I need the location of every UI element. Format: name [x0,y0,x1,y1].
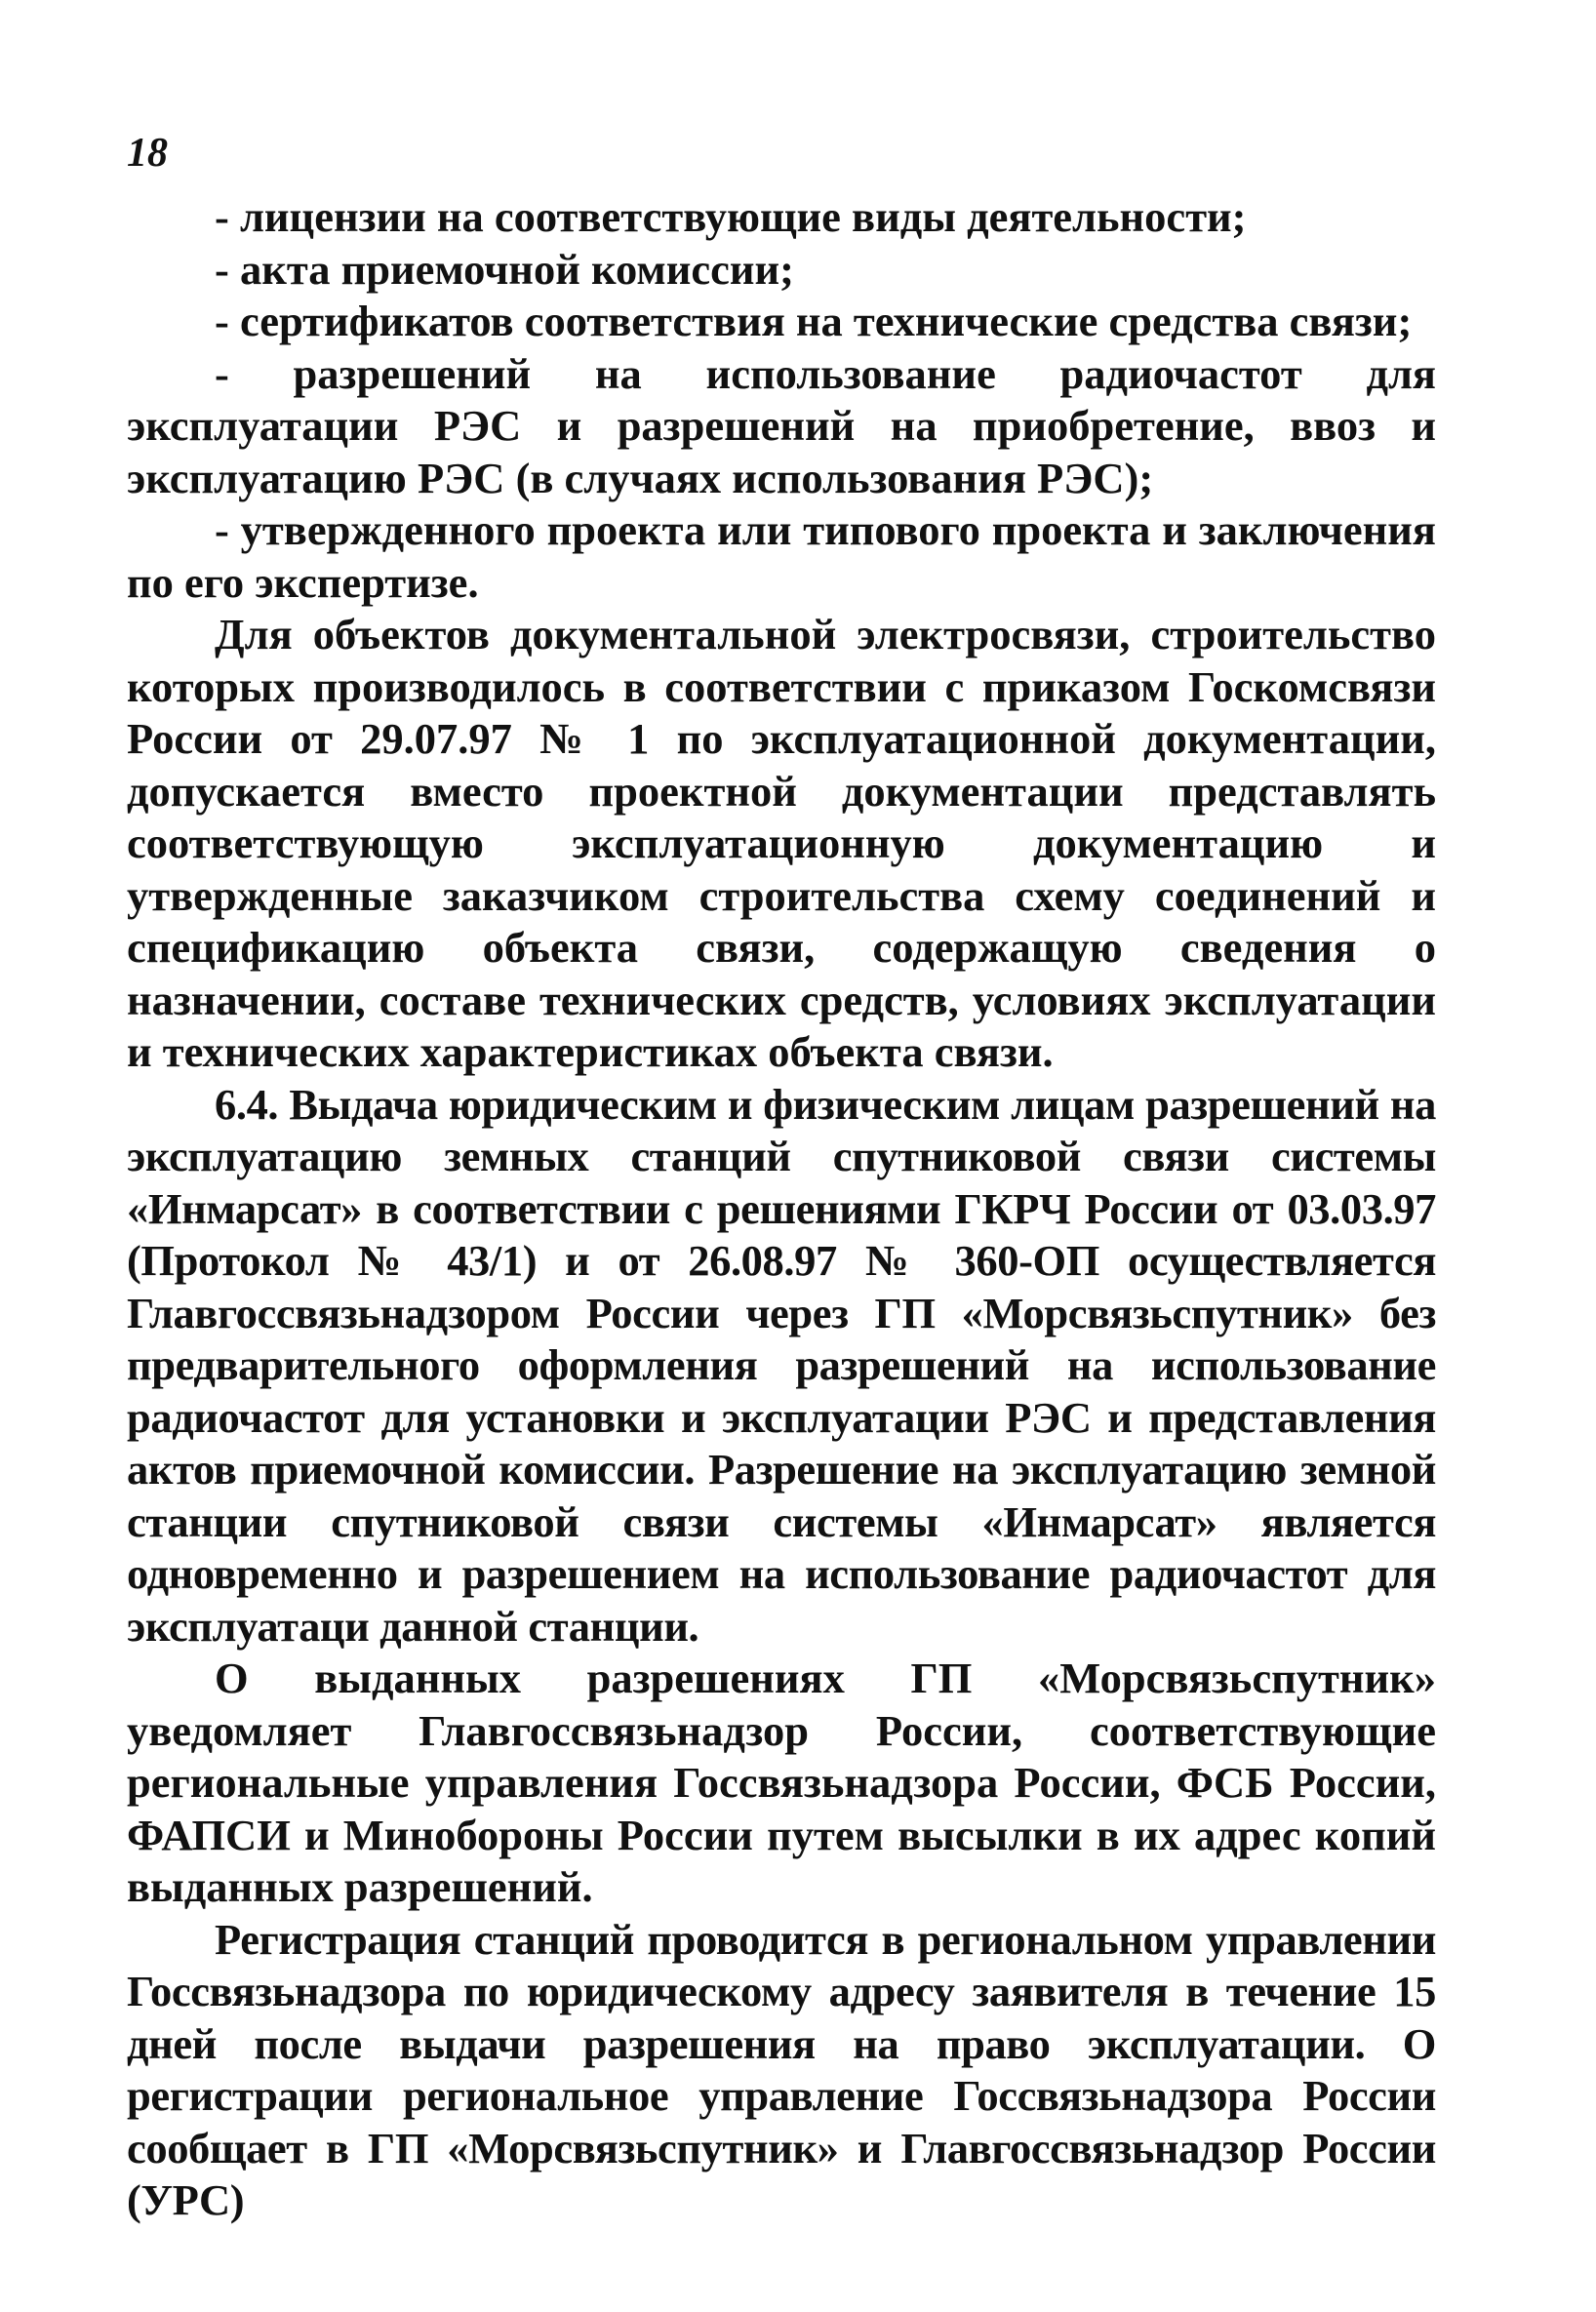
paragraph-issued-permits-notice: О выданных разрешениях ГП «Морсвязьспутник» уведомляет Главгоссвязьнадзор России, соответствующие региональные управления Госсвязьнадзора России, ФСБ России, ФАПСИ и Минобороны России путем высылки в их адрес копий выданных разрешений. [127,1654,1436,1911]
page-number: 18 [127,131,168,176]
list-item-approved-project: - утвержденного проекта или типового проекта и заключения по его экспертизе. [127,505,1436,607]
list-item-certificates: - сертификатов соответствия на технические средства связи; [215,297,1413,345]
paragraph-documentary-telecom: Для объектов документальной электросвязи, строительство которых производилось в соответствии с приказом Госкомсвязи России от 29.07.97 № 1 по эксплуатационной документации, допускается вместо проектной документации представлять соответствующую эксплуатационную документацию и утвержденные заказчиком строительства схему соединений и спецификацию объекта связи, содержащую сведения о назначении, составе технических средств, условиях эксплуатации и технических характеристиках объекта связи. [127,610,1436,1076]
list-item-licenses: - лицензии на соответствующие виды деятельности; [215,192,1247,241]
paragraph-station-registration: Регистрация станций проводится в региональном управлении Госсвязьнадзора по юридическому адресу заявителя в течение 15 дней после выдачи разрешения на право эксплуатации. О регистрации региональное управление Госсвязьнадзора России сообщает в ГП «Морсвязьспутник» и Главгоссвязьнадзор России (УРС) [127,1914,1436,2224]
list-item-acceptance-act: - акта приемочной комиссии; [215,244,794,294]
list-item-radio-permits: - разрешений на использование радиочастот для эксплуатации РЭС и разрешений на приобретение, ввоз и эксплуатацию РЭС (в случаях использования РЭС); [127,348,1436,502]
page-body [127,191,1436,2227]
paragraph-section-6-4: 6.4. Выдача юридическим и физическим лицам разрешений на эксплуатацию земных станций спутниковой связи системы «Инмарсат» в соответствии с решениями ГКРЧ России от 03.03.97 (Протокол № 43/1) и от 26.08.97 № 360-ОП осуществляется Главгоссвязьнадзором России через ГП «Морсвязьспутник» без предварительного оформления разрешений на использование радиочастот для установки и эксплуатации РЭС и представления актов приемочной комиссии. Разрешение на эксплуатацию земной станции спутниковой связи системы «Инмарсат» является одновременно и разрешением на использование радиочастот для эксплуатаци данной станции. [127,1079,1436,1651]
